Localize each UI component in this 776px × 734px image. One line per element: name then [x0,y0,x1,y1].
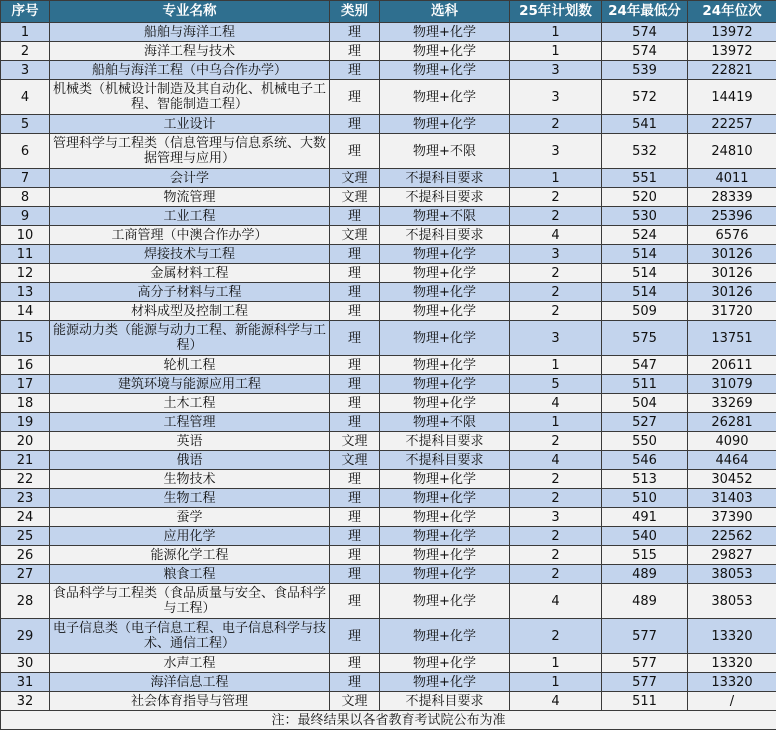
cell-major: 轮机工程 [50,356,330,375]
cell-rank-2024: 25396 [688,207,776,226]
cell-major: 材料成型及控制工程 [50,302,330,321]
cell-subjects: 物理+化学 [380,321,510,356]
cell-subjects: 物理+化学 [380,673,510,692]
cell-rank-2024: 4011 [688,169,776,188]
cell-subjects: 不提科目要求 [380,692,510,711]
table-row [1,673,776,692]
cell-major: 粮食工程 [50,565,330,584]
header-category: 类别 [330,1,380,23]
note-row [1,711,776,730]
cell-rank-2024: 13751 [688,321,776,356]
cell-major: 能源化学工程 [50,546,330,565]
cell-min-score-2024: 491 [602,508,688,527]
cell-plan-2025: 3 [510,61,602,80]
cell-major: 水声工程 [50,654,330,673]
cell-index: 29 [1,619,50,654]
cell-plan-2025: 3 [510,321,602,356]
cell-index: 16 [1,356,50,375]
header-major: 专业名称 [50,1,330,23]
cell-min-score-2024: 547 [602,356,688,375]
cell-subjects: 不提科目要求 [380,451,510,470]
cell-subjects: 物理+化学 [380,302,510,321]
cell-major: 物流管理 [50,188,330,207]
cell-plan-2025: 1 [510,23,602,42]
cell-major: 能源动力类（能源与动力工程、新能源科学与工程） [50,321,330,356]
cell-subjects: 物理+化学 [380,584,510,619]
cell-major: 海洋信息工程 [50,673,330,692]
table-row [1,619,776,654]
table-row [1,42,776,61]
cell-rank-2024: / [688,692,776,711]
cell-major: 焊接技术与工程 [50,245,330,264]
header-plan-2025: 25年计划数 [510,1,602,23]
table-row [1,546,776,565]
table-row [1,80,776,115]
cell-major: 应用化学 [50,527,330,546]
table-row [1,394,776,413]
cell-index: 18 [1,394,50,413]
cell-category: 文理 [330,169,380,188]
cell-index: 5 [1,115,50,134]
cell-min-score-2024: 504 [602,394,688,413]
cell-min-score-2024: 513 [602,470,688,489]
table-row [1,470,776,489]
cell-rank-2024: 24810 [688,134,776,169]
cell-rank-2024: 26281 [688,413,776,432]
cell-index: 30 [1,654,50,673]
cell-min-score-2024: 539 [602,61,688,80]
cell-min-score-2024: 574 [602,42,688,61]
cell-min-score-2024: 546 [602,451,688,470]
cell-rank-2024: 14419 [688,80,776,115]
cell-plan-2025: 2 [510,264,602,283]
table-row [1,23,776,42]
table-row [1,245,776,264]
cell-index: 23 [1,489,50,508]
cell-rank-2024: 22821 [688,61,776,80]
table-row [1,207,776,226]
cell-index: 28 [1,584,50,619]
header-min-score-2024: 24年最低分 [602,1,688,23]
cell-rank-2024: 30126 [688,264,776,283]
cell-major: 船舶与海洋工程 [50,23,330,42]
cell-category: 理 [330,245,380,264]
table-row [1,115,776,134]
cell-min-score-2024: 515 [602,546,688,565]
table-row [1,264,776,283]
cell-major: 工业设计 [50,115,330,134]
cell-subjects: 物理+化学 [380,264,510,283]
cell-rank-2024: 38053 [688,584,776,619]
cell-subjects: 物理+不限 [380,134,510,169]
cell-plan-2025: 3 [510,508,602,527]
cell-subjects: 物理+化学 [380,619,510,654]
cell-major: 海洋工程与技术 [50,42,330,61]
cell-category: 理 [330,546,380,565]
cell-index: 11 [1,245,50,264]
cell-subjects: 物理+化学 [380,394,510,413]
cell-category: 理 [330,489,380,508]
cell-index: 8 [1,188,50,207]
cell-index: 14 [1,302,50,321]
cell-category: 理 [330,619,380,654]
table-row [1,356,776,375]
cell-min-score-2024: 514 [602,245,688,264]
cell-subjects: 物理+化学 [380,508,510,527]
cell-min-score-2024: 510 [602,489,688,508]
table-row [1,321,776,356]
cell-index: 24 [1,508,50,527]
cell-subjects: 不提科目要求 [380,226,510,245]
cell-major: 英语 [50,432,330,451]
cell-subjects: 物理+化学 [380,356,510,375]
cell-plan-2025: 3 [510,245,602,264]
cell-category: 理 [330,673,380,692]
cell-index: 13 [1,283,50,302]
cell-subjects: 不提科目要求 [380,432,510,451]
cell-subjects: 物理+化学 [380,115,510,134]
cell-index: 1 [1,23,50,42]
cell-major: 电子信息类（电子信息工程、电子信息科学与技术、通信工程） [50,619,330,654]
cell-min-score-2024: 520 [602,188,688,207]
cell-plan-2025: 2 [510,432,602,451]
cell-category: 理 [330,654,380,673]
cell-rank-2024: 13320 [688,619,776,654]
table-row [1,188,776,207]
cell-rank-2024: 30452 [688,470,776,489]
table-row [1,413,776,432]
cell-min-score-2024: 541 [602,115,688,134]
cell-plan-2025: 2 [510,188,602,207]
cell-category: 理 [330,264,380,283]
cell-category: 理 [330,207,380,226]
cell-category: 理 [330,394,380,413]
table-row [1,527,776,546]
cell-category: 理 [330,302,380,321]
cell-min-score-2024: 524 [602,226,688,245]
cell-min-score-2024: 489 [602,584,688,619]
cell-major: 社会体育指导与管理 [50,692,330,711]
cell-plan-2025: 4 [510,226,602,245]
cell-category: 理 [330,115,380,134]
cell-subjects: 不提科目要求 [380,188,510,207]
cell-min-score-2024: 514 [602,264,688,283]
cell-index: 25 [1,527,50,546]
cell-plan-2025: 5 [510,375,602,394]
cell-min-score-2024: 532 [602,134,688,169]
cell-index: 12 [1,264,50,283]
cell-index: 7 [1,169,50,188]
table-row [1,302,776,321]
cell-category: 理 [330,565,380,584]
cell-major: 船舶与海洋工程（中乌合作办学） [50,61,330,80]
cell-index: 19 [1,413,50,432]
cell-major: 会计学 [50,169,330,188]
cell-rank-2024: 31079 [688,375,776,394]
cell-rank-2024: 13320 [688,654,776,673]
cell-plan-2025: 4 [510,451,602,470]
cell-category: 理 [330,321,380,356]
cell-category: 理 [330,508,380,527]
cell-major: 生物工程 [50,489,330,508]
table-row [1,692,776,711]
cell-min-score-2024: 530 [602,207,688,226]
cell-category: 理 [330,470,380,489]
table-row [1,451,776,470]
cell-subjects: 物理+不限 [380,207,510,226]
cell-category: 理 [330,134,380,169]
cell-min-score-2024: 572 [602,80,688,115]
cell-subjects: 不提科目要求 [380,169,510,188]
table-body [1,23,776,711]
cell-min-score-2024: 577 [602,673,688,692]
header-row [1,1,776,23]
cell-subjects: 物理+化学 [380,80,510,115]
cell-rank-2024: 33269 [688,394,776,413]
table-row [1,134,776,169]
cell-plan-2025: 2 [510,489,602,508]
cell-plan-2025: 2 [510,619,602,654]
cell-subjects: 物理+化学 [380,546,510,565]
cell-major: 食品科学与工程类（食品质量与安全、食品科学与工程） [50,584,330,619]
cell-plan-2025: 2 [510,527,602,546]
cell-rank-2024: 29827 [688,546,776,565]
cell-subjects: 物理+化学 [380,527,510,546]
cell-min-score-2024: 511 [602,692,688,711]
table-row [1,61,776,80]
cell-rank-2024: 28339 [688,188,776,207]
cell-index: 9 [1,207,50,226]
cell-min-score-2024: 527 [602,413,688,432]
table-row [1,375,776,394]
cell-rank-2024: 20611 [688,356,776,375]
cell-plan-2025: 1 [510,42,602,61]
cell-subjects: 物理+化学 [380,61,510,80]
header-subjects: 选科 [380,1,510,23]
cell-plan-2025: 2 [510,565,602,584]
cell-plan-2025: 1 [510,654,602,673]
cell-plan-2025: 3 [510,80,602,115]
table-row [1,283,776,302]
cell-subjects: 物理+化学 [380,42,510,61]
cell-index: 22 [1,470,50,489]
cell-index: 27 [1,565,50,584]
cell-category: 理 [330,61,380,80]
cell-index: 15 [1,321,50,356]
cell-subjects: 物理+化学 [380,654,510,673]
cell-plan-2025: 2 [510,283,602,302]
cell-subjects: 物理+不限 [380,413,510,432]
cell-subjects: 物理+化学 [380,565,510,584]
cell-major: 蚕学 [50,508,330,527]
cell-min-score-2024: 551 [602,169,688,188]
cell-category: 文理 [330,692,380,711]
cell-category: 文理 [330,432,380,451]
cell-min-score-2024: 577 [602,619,688,654]
cell-major: 建筑环境与能源应用工程 [50,375,330,394]
cell-rank-2024: 38053 [688,565,776,584]
table-row [1,654,776,673]
cell-major: 机械类（机械设计制造及其自动化、机械电子工程、智能制造工程） [50,80,330,115]
cell-index: 2 [1,42,50,61]
cell-category: 理 [330,80,380,115]
cell-rank-2024: 37390 [688,508,776,527]
table-row [1,565,776,584]
cell-category: 理 [330,283,380,302]
cell-major: 高分子材料与工程 [50,283,330,302]
cell-subjects: 物理+化学 [380,470,510,489]
cell-rank-2024: 13972 [688,42,776,61]
cell-major: 土木工程 [50,394,330,413]
cell-category: 文理 [330,226,380,245]
cell-index: 4 [1,80,50,115]
cell-rank-2024: 4464 [688,451,776,470]
header-index: 序号 [1,1,50,23]
cell-plan-2025: 1 [510,356,602,375]
cell-index: 17 [1,375,50,394]
cell-category: 理 [330,23,380,42]
cell-index: 21 [1,451,50,470]
cell-plan-2025: 4 [510,394,602,413]
table-row [1,584,776,619]
cell-rank-2024: 13972 [688,23,776,42]
table-row [1,169,776,188]
cell-major: 工程管理 [50,413,330,432]
cell-plan-2025: 2 [510,115,602,134]
cell-min-score-2024: 540 [602,527,688,546]
cell-plan-2025: 2 [510,207,602,226]
cell-plan-2025: 2 [510,470,602,489]
cell-subjects: 物理+化学 [380,245,510,264]
cell-rank-2024: 22257 [688,115,776,134]
cell-category: 理 [330,356,380,375]
cell-min-score-2024: 489 [602,565,688,584]
cell-plan-2025: 4 [510,584,602,619]
header-rank-2024: 24年位次 [688,1,776,23]
cell-subjects: 物理+化学 [380,489,510,508]
cell-category: 理 [330,413,380,432]
cell-index: 10 [1,226,50,245]
cell-index: 3 [1,61,50,80]
table-row [1,489,776,508]
cell-min-score-2024: 574 [602,23,688,42]
table-row [1,226,776,245]
cell-index: 32 [1,692,50,711]
cell-category: 文理 [330,451,380,470]
cell-rank-2024: 31403 [688,489,776,508]
cell-subjects: 物理+化学 [380,375,510,394]
cell-rank-2024: 30126 [688,245,776,264]
cell-rank-2024: 30126 [688,283,776,302]
cell-major: 工业工程 [50,207,330,226]
cell-category: 文理 [330,188,380,207]
cell-major: 金属材料工程 [50,264,330,283]
cell-category: 理 [330,527,380,546]
cell-rank-2024: 6576 [688,226,776,245]
cell-rank-2024: 31720 [688,302,776,321]
table-row [1,432,776,451]
cell-index: 6 [1,134,50,169]
cell-rank-2024: 22562 [688,527,776,546]
cell-rank-2024: 4090 [688,432,776,451]
cell-plan-2025: 2 [510,546,602,565]
cell-category: 理 [330,375,380,394]
cell-plan-2025: 3 [510,134,602,169]
cell-plan-2025: 1 [510,169,602,188]
cell-category: 理 [330,42,380,61]
cell-min-score-2024: 509 [602,302,688,321]
cell-major: 生物技术 [50,470,330,489]
cell-category: 理 [330,584,380,619]
cell-subjects: 物理+化学 [380,23,510,42]
cell-min-score-2024: 511 [602,375,688,394]
cell-index: 20 [1,432,50,451]
cell-min-score-2024: 550 [602,432,688,451]
cell-min-score-2024: 577 [602,654,688,673]
cell-plan-2025: 1 [510,413,602,432]
cell-index: 31 [1,673,50,692]
cell-subjects: 物理+化学 [380,283,510,302]
table-row [1,508,776,527]
cell-plan-2025: 2 [510,302,602,321]
cell-rank-2024: 13320 [688,673,776,692]
cell-plan-2025: 4 [510,692,602,711]
cell-major: 管理科学与工程类（信息管理与信息系统、大数据管理与应用） [50,134,330,169]
cell-plan-2025: 1 [510,673,602,692]
cell-major: 俄语 [50,451,330,470]
cell-min-score-2024: 514 [602,283,688,302]
cell-min-score-2024: 575 [602,321,688,356]
footnote: 注：最终结果以各省教育考试院公布为准 [1,711,776,730]
cell-major: 工商管理（中澳合作办学） [50,226,330,245]
cell-index: 26 [1,546,50,565]
